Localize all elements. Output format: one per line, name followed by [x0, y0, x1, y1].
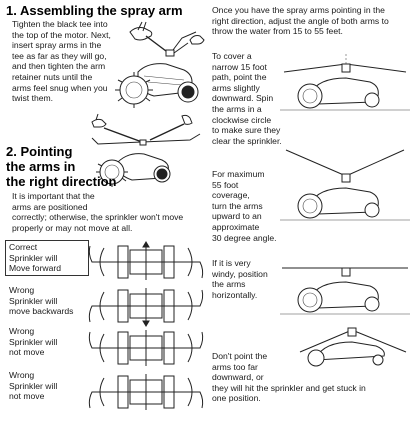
angle-diagram-2 [280, 146, 410, 222]
case-correct-label: Correct Sprinkler will Move forward [5, 240, 89, 276]
diagram-nomove-1 [86, 326, 206, 370]
step1-text: Tighten the black tee into the top of the motor. Next, insert spray arms in the tee as far as they will go, and then tighten the arm retainer nuts until the arms feel snug when you twist them. [12, 19, 111, 104]
angle-diagram-1 [280, 44, 410, 114]
case-nomove1-label: Wrong Sprinkler will not move [9, 326, 58, 358]
case-nomove2-label: Wrong Sprinkler will not move [9, 370, 58, 402]
diagram-correct [86, 240, 206, 284]
assembly-illustration [108, 10, 208, 120]
diagram-backwards [86, 284, 206, 328]
diagram-nomove-2 [86, 370, 206, 414]
angle-case-4-text: Don't point the arms too far downward, or they will hit the sprinkler and get stuck in one position. [212, 351, 366, 404]
angle-intro: Once you have the spray arms pointing in the right direction, adjust the angle of both arms to throw the water from 15 to 55 feet. [212, 5, 389, 37]
angle-diagram-4 [290, 318, 415, 366]
angle-case-2-text: For maximum 55 foot coverage, turn the arms upward to an approximate 30 degree angle. [212, 169, 277, 243]
step1-heading: 1. Assembling the spray arm [6, 3, 183, 18]
angle-case-1-text: To cover a narrow 15 foot path, point the arms slightly downward. Spin the arms in a clockwise circle to make sure they clear the sprinkler. [212, 51, 282, 146]
angle-case-3-text: If it is very windy, position the arms horizontally. [212, 258, 268, 300]
case-backwards-label: Wrong Sprinkler will move backwards [9, 285, 74, 317]
step2-heading-line1: 2. Pointing [6, 144, 73, 159]
step2-heading-line2: the arms in [6, 159, 76, 174]
step2-text: It is important that the arms are positioned correctly; otherwise, the sprinkler won't move properly or may not move at all. [12, 191, 184, 233]
angle-diagram-3 [280, 252, 410, 316]
step2-heading-line3: the right direction [6, 174, 117, 189]
